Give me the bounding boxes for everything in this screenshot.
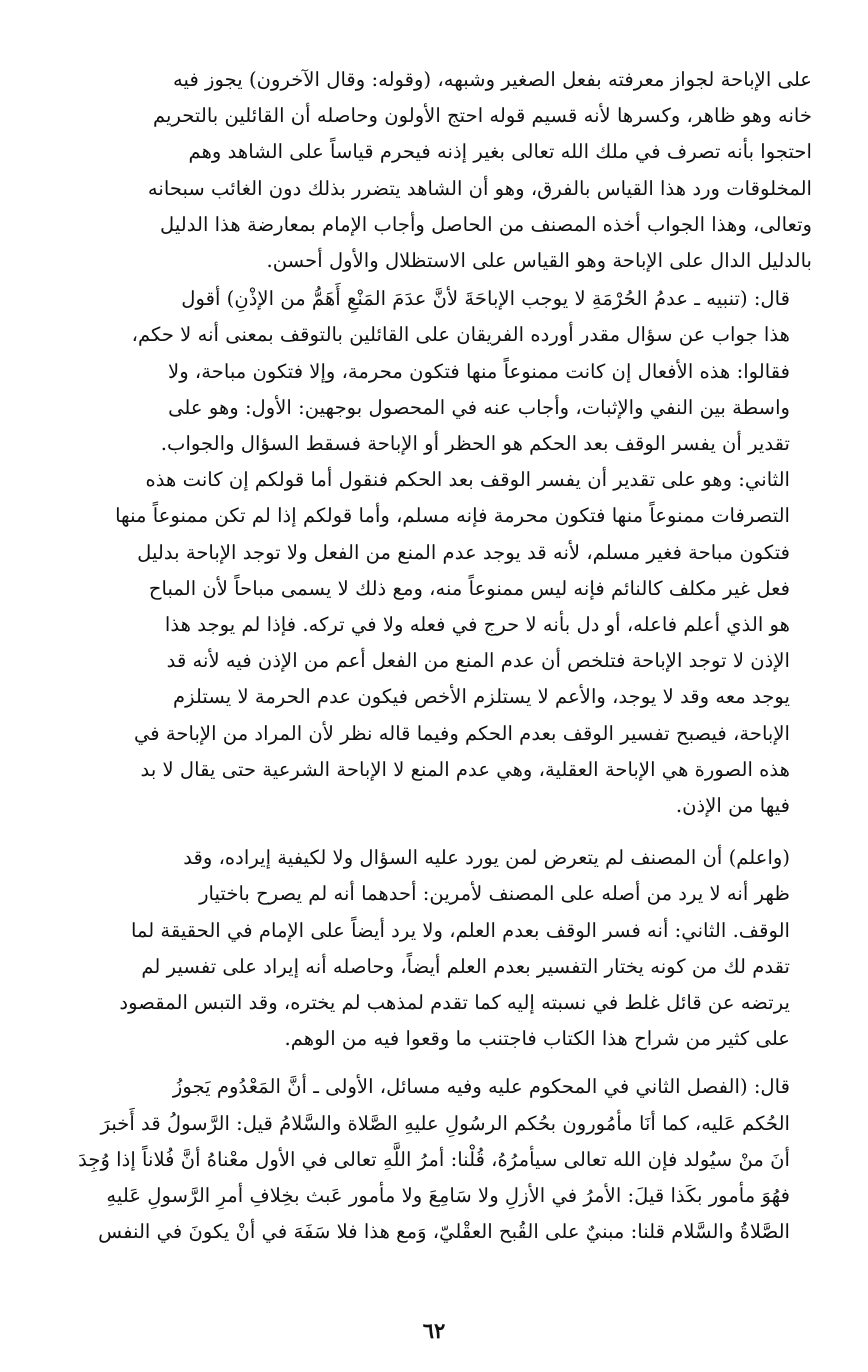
page-number: ٦٢ <box>422 1318 446 1343</box>
text-line: الحُكم عَليه، كما أنَا مأمُورون بحُكم الرسُولِ عليهِ الصَّلاة والسَّلامُ قيل: الرَّسولُ قد أَخبرَ <box>100 1111 790 1135</box>
text-line: بالدليل الدال على الإباحة وهو القياس على الاستظلال والأول أحسن. <box>266 249 812 273</box>
text-line: تقدم لك من كونه يختار التفسير بعدم العلم أيضاً، وحاصله أنه إيراد على تفسير لم <box>141 954 790 978</box>
text-line: الوقف. الثاني: أنه فسر الوقف بعدم العلم، ولا يرد أيضاً على الإمام في الحقيقة لما <box>130 918 790 942</box>
paragraph-4 <box>70 1069 812 1250</box>
text-line: الإباحة، فيصبح تفسير الوقف بعدم الحكم وفيما قاله نظر لأن المراد من الإباحة في <box>133 721 790 745</box>
page-body <box>70 62 812 1251</box>
text-line: الإذن لا توجد الإباحة فتلخص أن عدم المنع من الفعل أعم من الإذن فيه لأنه قد <box>166 649 790 673</box>
text-line: فقالوا: هذه الأفعال إن كانت ممنوعاً منها فتكون محرمة، وإلا فتكون مباحة، ولا <box>168 359 790 383</box>
text-line: ظهر أنه لا يرد من أصله على المصنف لأمرين: أحدهما أنه لم يصرح باختيار <box>199 882 790 906</box>
text-line: (واعلم) أن المصنف لم يتعرض لمن يورد عليه السؤال ولا لكيفية إيراده، وقد <box>183 846 790 870</box>
text-line: فعل غير مكلف كالنائم فإنه ليس ممنوعاً منه، ومع ذلك لا يسمى مباحاً لأن المباح <box>148 576 790 600</box>
text-line: على كثير من شراح هذا الكتاب فاجتنب ما وقعوا فيه من الوهم. <box>284 1027 790 1051</box>
text-line: قال: (تنبيه ـ عدمُ الحُرْمَةِ لا يوجب الإباحَةَ لأنَّ عدَمَ المَنْعِ أَهَمُّ من الإذْنِ) أقول <box>181 287 790 311</box>
text-line: هذا جواب عن سؤال مقدر أورده الفريقان على القائلين بالتوقف بمعنى أنه لا حكم، <box>131 323 790 347</box>
text-line: فيها من الإذن. <box>675 794 790 818</box>
text-line: هو الذي أعلم فاعله، أو دل بأنه لا حرج في فعله ولا في تركه. فإذا لم يوجد هذا <box>164 613 790 637</box>
text-line: على الإباحة لجواز معرفته بفعل الصغير وشبهه، (وقوله: وقال الآخرون) يجوز فيه <box>173 68 812 91</box>
text-line: الثاني: وهو على تقدير أن يفسر الوقف بعد الحكم فنقول أما قولكم إن كانت هذه <box>145 468 790 492</box>
text-line: فهُوَ مأمور بكَذا قيلَ: الأمرُ في الأزلِ ولا سَامِعَ ولا مأمور عَبث بخِلافِ أمرِ الرَّسولِ عَليهِ <box>106 1184 790 1208</box>
paragraph-3 <box>70 840 812 1057</box>
text-line: يرتضه عن قائل غلط في نسبته إليه كما تقدم لمذهب لم يختره، وقد التبس المقصود <box>119 991 790 1015</box>
text-line: التصرفات ممنوعاً منها فتكون محرمة فإنه مسلم، وأما قولكم إذا لم تكن ممنوعاً منها <box>115 504 790 528</box>
text-line: هذه الصورة هي الإباحة العقلية، وهي عدم المنع لا الإباحة الشرعية حتى يقال لا بد <box>140 757 790 781</box>
text-line: خانه وهو ظاهر، وكسرها لأنه قسيم قوله احتج الأولون وحاصله أن القائلين بالتحريم <box>152 104 812 128</box>
text-line: فتكون مباحة فغير مسلم، لأنه قد يوجد عدم المنع من الفعل ولا توجد الإباحة بدليل <box>137 540 790 564</box>
text-line: احتجوا بأنه تصرف في ملك الله تعالى بغير إذنه فيحرم قياساً على الشاهد وهم <box>188 140 812 164</box>
text-line: وتعالى، وهذا الجواب أخذه المصنف من الحاصل وأجاب الإمام بمعارضة هذا الدليل <box>160 212 812 236</box>
text-line: أنَ منْ سيُولد فإن الله تعالى سيأمرُهُ، قُلْنا: أمرُ اللَّهِ تعالى في الأول معْناهُ أنَّ فُلاناً إذا وُجِدَ <box>78 1147 790 1171</box>
paragraph-1 <box>70 62 812 279</box>
text-line: المخلوقات ورد هذا القياس بالفرق، وهو أن الشاهد يتضرر بذلك دون الغائب سبحانه <box>147 176 812 200</box>
text-line: يوجد معه وقد لا يوجد، والأعم لا يستلزم الأخص فيكون عدم الحرمة لا يستلزم <box>172 685 790 709</box>
text-line: تقدير أن يفسر الوقف بعد الحكم هو الحظر أو الإباحة فسقط السؤال والجواب. <box>160 432 790 456</box>
text-line: الصَّلاةُ والسَّلام قلنا: مبنيٌ على القُبح العقْليّ، وَمع هذا فلا سَفَهَ في أنْ يكونَ في النفس <box>98 1220 790 1244</box>
text-line: قال: (الفصل الثاني في المحكوم عليه وفيه مسائل، الأولى ـ أنَّ المَعْدُوم يَجوزُ <box>172 1075 790 1099</box>
paragraph-2 <box>70 281 812 824</box>
text-line: واسطة بين النفي والإثبات، وأجاب عنه في المحصول بوجهين: الأول: وهو على <box>168 395 790 419</box>
